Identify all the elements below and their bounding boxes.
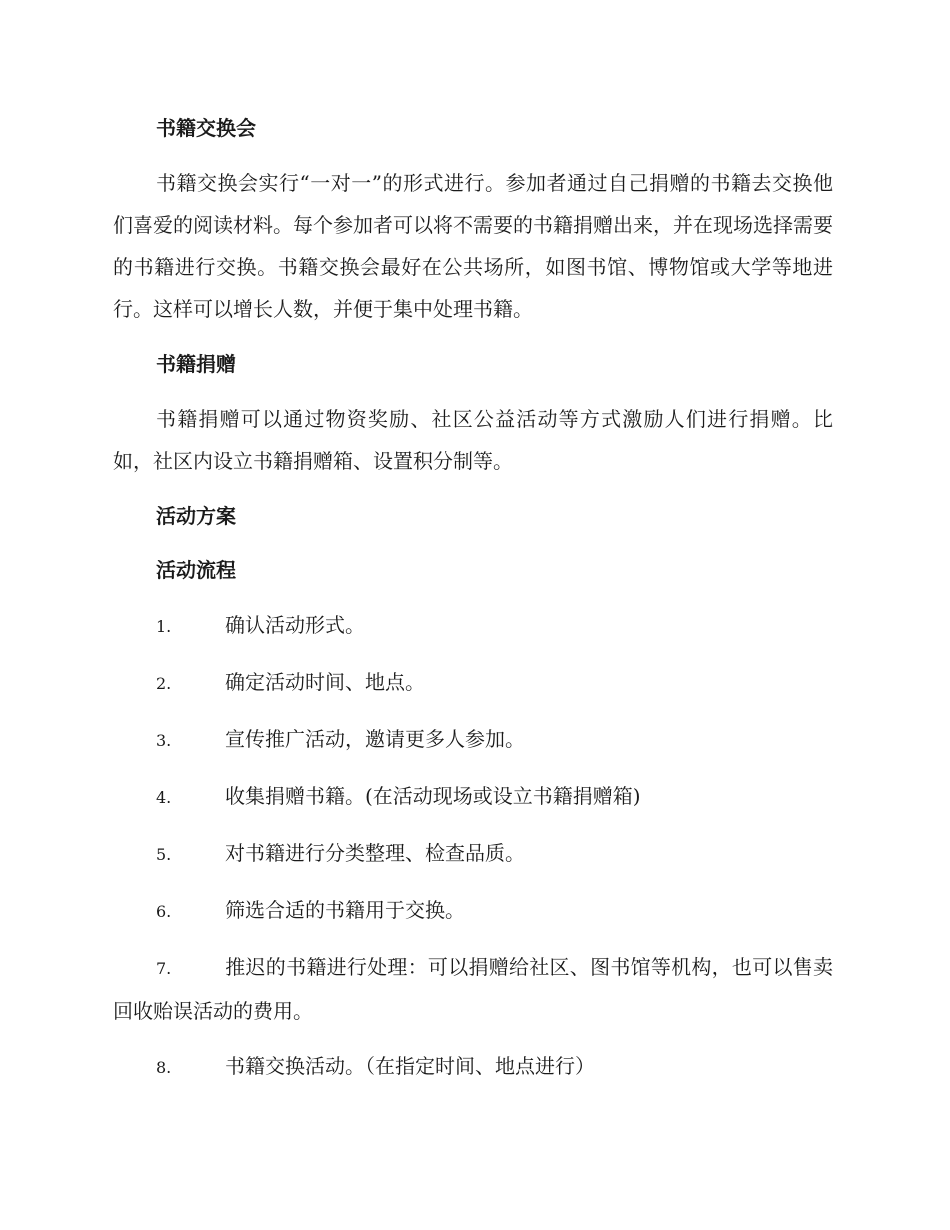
list-item-number: 3. [156, 731, 172, 750]
list-item-number: 1. [156, 617, 172, 636]
list-item [113, 946, 833, 1032]
list-item [113, 775, 833, 819]
list-item [113, 604, 833, 648]
list-item [113, 889, 833, 933]
list-item-text: 推迟的书籍进行处理：可以捐赠给社区、图书馆等机构，也可以售卖回收贻误活动的费用。 [113, 955, 833, 1023]
list-item-text: 确定活动时间、地点。 [225, 670, 425, 694]
list-item-number: 6. [156, 902, 172, 921]
list-item [113, 1045, 833, 1089]
section-heading-activity-plan: 活动方案 [156, 504, 236, 528]
list-item [113, 661, 833, 705]
list-item-number: 8. [156, 1058, 172, 1077]
list-item-text: 筛选合适的书籍用于交换。 [225, 898, 465, 922]
section-heading-book-exchange: 书籍交换会 [156, 116, 256, 140]
section-heading-activity-flow: 活动流程 [156, 558, 236, 582]
list-item-text: 确认活动形式。 [225, 613, 365, 637]
list-item-text: 对书籍进行分类整理、检查品质。 [225, 841, 525, 865]
list-item [113, 718, 833, 762]
list-item-number: 7. [156, 959, 172, 978]
list-item-text: 书籍交换活动。（在指定时间、地点进行） [225, 1054, 595, 1078]
activity-flow-list [113, 604, 833, 1089]
book-donation-paragraph: 书籍捐赠可以通过物资奖励、社区公益活动等方式激励人们进行捐赠。比如，社区内设立书籍捐赠箱、设置积分制等。 [113, 407, 833, 473]
list-item-number: 4. [156, 788, 172, 807]
list-item [113, 832, 833, 876]
section-heading-book-donation: 书籍捐赠 [156, 352, 236, 376]
list-item-number: 2. [156, 674, 172, 693]
list-item-text: 收集捐赠书籍。(在活动现场或设立书籍捐赠箱) [225, 784, 641, 808]
list-item-text: 宣传推广活动，邀请更多人参加。 [225, 727, 525, 751]
list-item-number: 5. [156, 845, 172, 864]
book-exchange-paragraph: 书籍交换会实行“一对一”的形式进行。参加者通过自己捐赠的书籍去交换他们喜爱的阅读材料。每个参加者可以将不需要的书籍捐赠出来，并在现场选择需要的书籍进行交换。书籍交换会最好在公共场所，如图书馆、博物馆或大学等地进行。这样可以增长人数，并便于集中处理书籍。 [113, 171, 833, 321]
document-body [113, 108, 833, 1102]
